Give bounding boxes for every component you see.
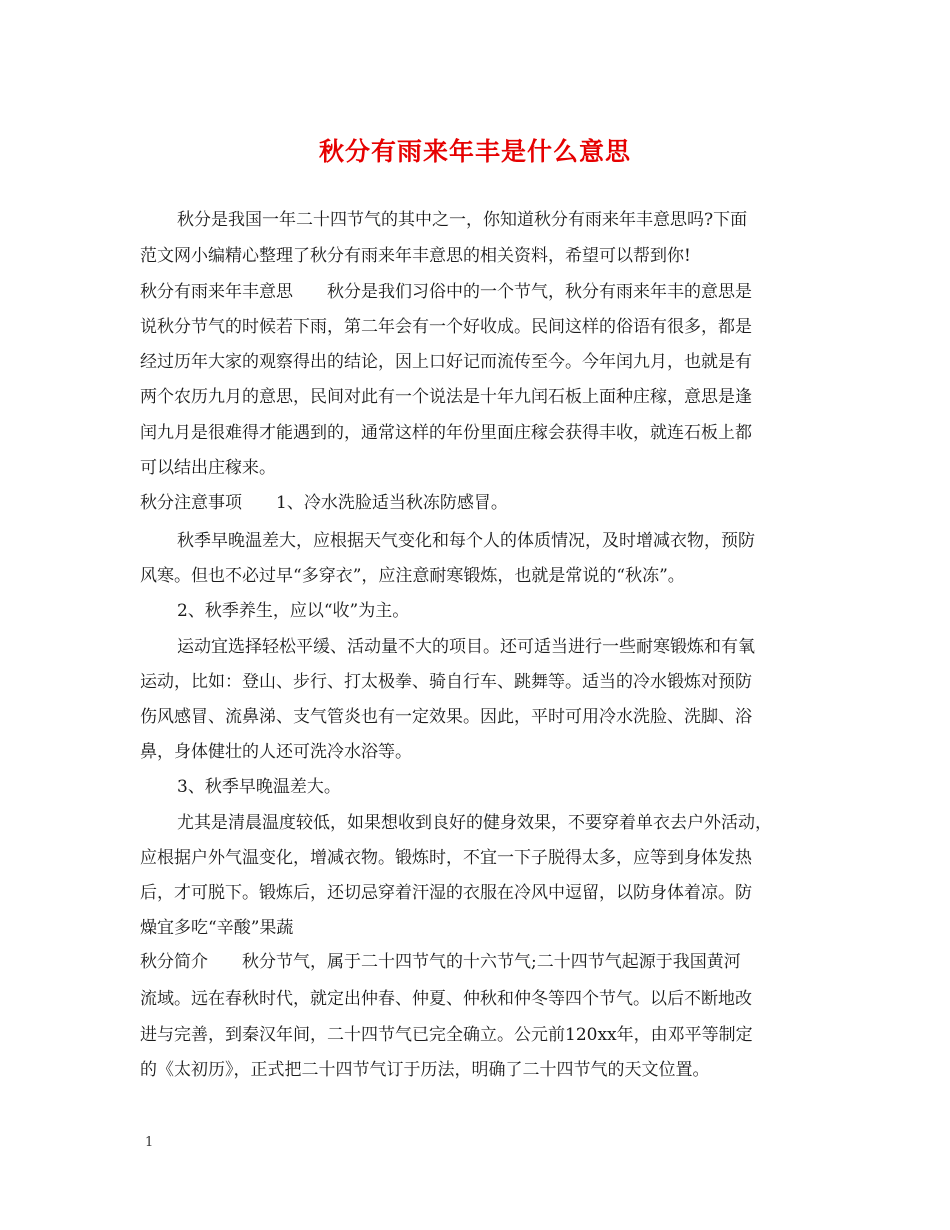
paragraph-line: 风寒。但也不必过早“多穿衣”，应注意耐寒锻炼，也就是常说的“秋冻”。 bbox=[140, 566, 685, 586]
paragraph-line: 秋季早晚温差大，应根据天气变化和每个人的体质情况，及时增减衣物，预防 bbox=[177, 531, 755, 551]
paragraph-line: 后，才可脱下。锻炼后，还切忌穿着汗湿的衣服在冷风中逗留，以防身体着凉。防 bbox=[140, 883, 752, 903]
paragraph-text: 1、冷水洗脸适当秋冻防感冒。 bbox=[276, 493, 508, 513]
section-heading-intro: 秋分简介 bbox=[140, 952, 208, 972]
paragraph-line: 说秋分节气的时候若下雨，第二年会有一个好收成。民间这样的俗语有很多，都是 bbox=[140, 317, 752, 337]
paragraph-line: 可以结出庄稼来。 bbox=[140, 458, 276, 478]
paragraph-line: 燥宜多吃“辛酸”果蔬 bbox=[140, 918, 294, 938]
paragraph-line: 流域。远在春秋时代，就定出仲春、仲夏、仲秋和仲冬等四个节气。以后不断地改 bbox=[140, 989, 752, 1009]
paragraph-line: 两个农历九月的意思，民间对此有一个说法是十年九闰石板上面种庄稼，意思是逢 bbox=[140, 387, 752, 407]
paragraph-line: 闰九月是很难得才能遇到的，通常这样的年份里面庄稼会获得丰收，就连石板上都 bbox=[140, 423, 752, 443]
paragraph-line: 伤风感冒、流鼻涕、支气管炎也有一定效果。因此，平时可用冷水洗脸、洗脚、浴 bbox=[140, 707, 752, 727]
paragraph-line: 尤其是清晨温度较低，如果想收到良好的健身效果，不要穿着单衣去户外活动， bbox=[177, 813, 772, 833]
paragraph-line: 运动，比如：登山、步行、打太极拳、骑自行车、跳舞等。适当的冷水锻炼对预防 bbox=[140, 672, 752, 692]
paragraph-line: 鼻，身体健壮的人还可洗冷水浴等。 bbox=[140, 742, 412, 762]
paragraph-line: 秋分是我国一年二十四节气的其中之一，你知道秋分有雨来年丰意思吗?下面 bbox=[177, 210, 748, 230]
document-title: 秋分有雨来年丰是什么意思 bbox=[318, 137, 631, 166]
paragraph-line bbox=[140, 281, 752, 303]
page-number: 1 bbox=[145, 1135, 154, 1150]
paragraph-line bbox=[140, 492, 508, 514]
paragraph-line: 进与完善，到秦汉年间，二十四节气已完全确立。公元前120xx年，由邓平等制定 bbox=[140, 1025, 753, 1045]
paragraph-line: 范文网小编精心整理了秋分有雨来年丰意思的相关资料，希望可以帮到你! bbox=[140, 246, 691, 266]
paragraph-line: 经过历年大家的观察得出的结论，因上口好记而流传至今。今年闰九月，也就是有 bbox=[140, 352, 752, 372]
section-heading-meaning: 秋分有雨来年丰意思 bbox=[140, 282, 293, 302]
paragraph-line: 应根据户外气温变化，增减衣物。锻炼时，不宜一下子脱得太多，应等到身体发热 bbox=[140, 848, 752, 868]
paragraph-line bbox=[140, 951, 741, 973]
paragraph-text: 秋分是我们习俗中的一个节气，秋分有雨来年丰的意思是 bbox=[327, 282, 752, 302]
paragraph-line: 3、秋季早晚温差大。 bbox=[177, 777, 341, 797]
paragraph-line: 2、秋季养生，应以“收”为主。 bbox=[177, 601, 410, 621]
paragraph-text: 秋分节气，属于二十四节气的十六节气;二十四节气起源于我国黄河 bbox=[242, 952, 741, 972]
paragraph-line: 的《太初历》，正式把二十四节气订于历法，明确了二十四节气的天文位置。 bbox=[140, 1060, 710, 1080]
section-heading-notes: 秋分注意事项 bbox=[140, 493, 242, 513]
paragraph-line: 运动宜选择轻松平缓、活动量不大的项目。还可适当进行一些耐寒锻炼和有氧 bbox=[177, 637, 755, 657]
